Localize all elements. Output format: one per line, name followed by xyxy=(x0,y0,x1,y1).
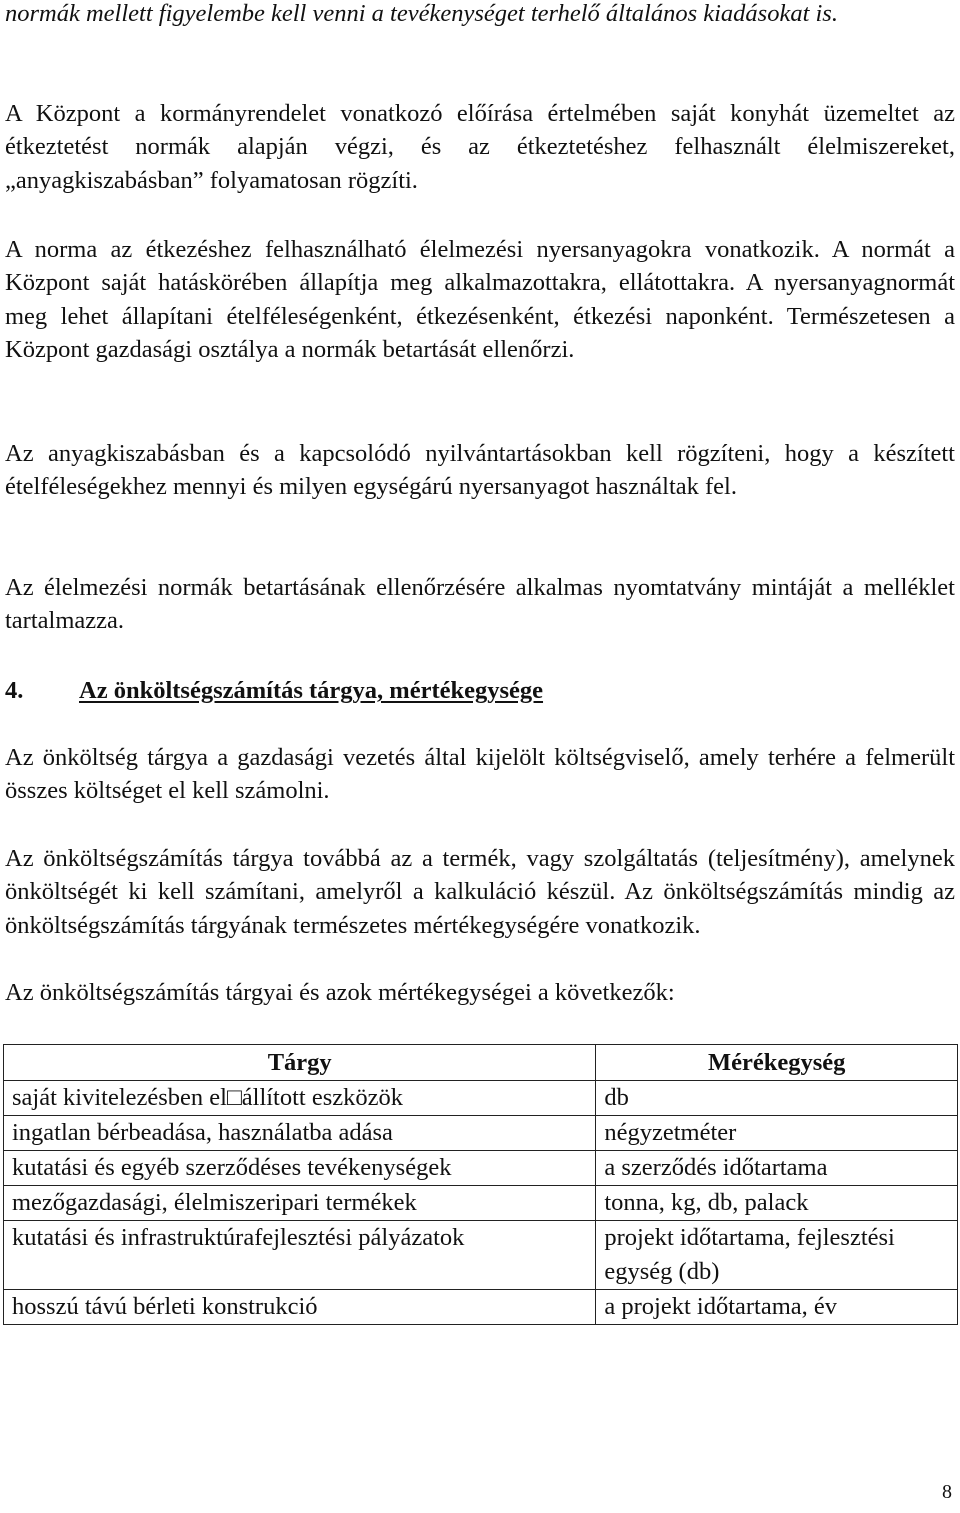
table-row xyxy=(4,1221,958,1290)
table-row xyxy=(4,1151,958,1186)
table-cell-subject: ingatlan bérbeadása, használatba adása xyxy=(4,1116,596,1151)
table-cell-subject: hosszú távú bérleti konstrukció xyxy=(4,1290,596,1325)
table-cell-unit: db xyxy=(596,1081,958,1116)
table-cell-subject: kutatási és egyéb szerződéses tevékenységek xyxy=(4,1151,596,1186)
table-intro-paragraph: Az önköltségszámítás tárgyai és azok mértékegységei a következők: xyxy=(5,979,675,1006)
units-table xyxy=(3,1044,958,1325)
table-cell-subject: kutatási és infrastruktúrafejlesztési pályázatok xyxy=(4,1221,596,1290)
table-header-row xyxy=(4,1045,958,1081)
table-cell-unit: projekt időtartama, fejlesztési egység (db) xyxy=(596,1221,958,1290)
table-cell-subject: mezőgazdasági, élelmiszeripari termékek xyxy=(4,1186,596,1221)
table-row xyxy=(4,1186,958,1221)
section-title: Az önköltségszámítás tárgya, mértékegysége xyxy=(79,677,544,704)
table-cell-unit: a projekt időtartama, év xyxy=(596,1290,958,1325)
table-cell-unit: a szerződés időtartama xyxy=(596,1151,958,1186)
header-subject: Tárgy xyxy=(4,1045,596,1081)
material-allocation-paragraph: Az anyagkiszabásban és a kapcsolódó nyilvántartásokban kell rögzíteni, hogy a készített ételféleségekhez mennyi és milyen egységárú nyersanyagot használtak fel. xyxy=(5,440,955,501)
table-cell-unit: négyzetméter xyxy=(596,1116,958,1151)
table-cell-subject: saját kivitelezésben el□állított eszközök xyxy=(4,1081,596,1116)
table-cell-unit: tonna, kg, db, palack xyxy=(596,1186,958,1221)
kitchen-paragraph: A Központ a kormányrendelet vonatkozó előírása értelmében saját konyhát üzemeltet az étkeztetést normák alapján végzi, és az étkeztetéshez felhasznált élelmiszereket, „anyagkiszabásban” folyamatosan rögzíti. xyxy=(5,100,955,194)
cost-object-paragraph: Az önköltség tárgya a gazdasági vezetés által kijelölt költségviselő, amely terhére a felmerült összes költséget el kell számolni. xyxy=(5,744,955,805)
costing-subject-paragraph: Az önköltségszámítás tárgya továbbá az a termék, vagy szolgáltatás (teljesítmény), amelynek önköltségét ki kell számítani, amelyről a kalkuláció készül. Az önköltségszámítás mindig az önköltségszámítás tárgyának természetes mértékegységére vonatkozik. xyxy=(5,845,955,939)
intro-paragraph: normák mellett figyelembe kell venni a tevékenységet terhelő általános kiadásokat is. xyxy=(5,0,838,27)
table-row xyxy=(4,1116,958,1151)
table-row xyxy=(4,1081,958,1116)
section-number: 4. xyxy=(5,677,24,704)
norm-paragraph: A norma az étkezéshez felhasználható élelmezési nyersanyagokra vonatkozik. A normát a Központ saját hatáskörében állapítja meg alkalmazottakra, ellátottakra. A nyersanyagnormát meg lehet állapítani ételféleségenként, étkezésenként, étkezési naponként. Természetesen a Központ gazdasági osztálya a normák betartását ellenőrzi. xyxy=(5,236,955,363)
page-number: 8 xyxy=(942,1481,952,1503)
food-norm-form-paragraph: Az élelmezési normák betartásának ellenőrzésére alkalmas nyomtatvány mintáját a melléklet tartalmazza. xyxy=(5,574,955,635)
section-heading xyxy=(5,674,543,707)
header-unit: Mérékegység xyxy=(596,1045,958,1081)
table-row xyxy=(4,1290,958,1325)
